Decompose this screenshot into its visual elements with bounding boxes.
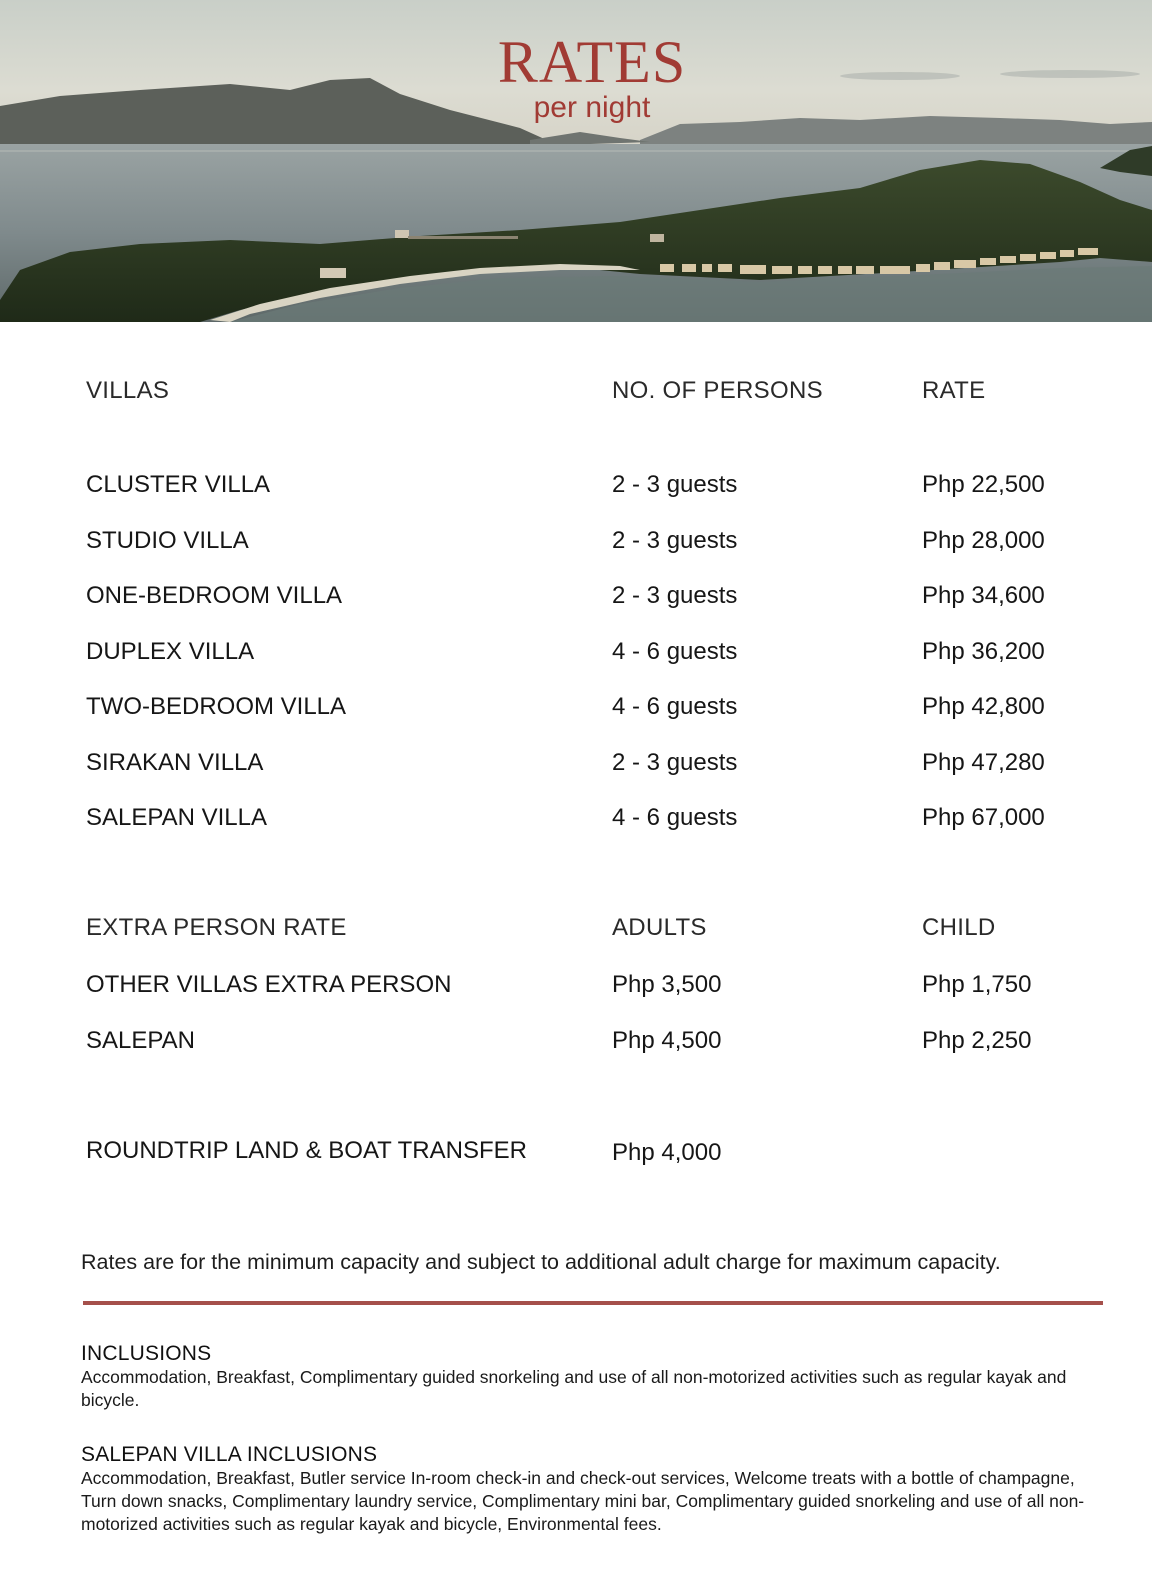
- inclusions-text: Accommodation, Breakfast, Complimentary guided snorkeling and use of all non-motorized activities such as regular kayak and bicycle.: [81, 1367, 1067, 1410]
- villa-rate: Php 36,200: [922, 638, 1045, 665]
- page-subtitle: per night: [533, 91, 651, 124]
- header-extra-person-rate: EXTRA PERSON RATE: [86, 914, 347, 941]
- villa-rate: Php 28,000: [922, 527, 1045, 554]
- salepan-inclusions-title: SALEPAN VILLA INCLUSIONS: [81, 1443, 378, 1466]
- extra-person-name: SALEPAN: [86, 1027, 195, 1054]
- villa-rate: Php 67,000: [922, 804, 1045, 831]
- villa-rate: Php 34,600: [922, 582, 1045, 609]
- villa-persons: 4 - 6 guests: [612, 693, 738, 720]
- header-no-of-persons: NO. OF PERSONS: [612, 377, 823, 404]
- villa-persons: 2 - 3 guests: [612, 471, 738, 498]
- villa-rate: Php 22,500: [922, 471, 1045, 498]
- transfer-label: ROUNDTRIP LAND & BOAT TRANSFER: [86, 1137, 527, 1164]
- villa-name: DUPLEX VILLA: [86, 638, 255, 665]
- villa-name: TWO-BEDROOM VILLA: [86, 693, 347, 720]
- salepan-inclusions-text: Accommodation, Breakfast, Butler service In-room check-in and check-out services, Welcome treats with a bottle of champagne, Turn down snacks, Complimentary laundry service, Complimentary mini bar, Complimentary guided snorkeling and use of all non-motorized activities such as regular kayak and bicycle, Environmental fees.: [81, 1468, 1085, 1534]
- villa-rate: Php 47,280: [922, 749, 1045, 776]
- villa-rate: Php 42,800: [922, 693, 1045, 720]
- villa-name: CLUSTER VILLA: [86, 471, 271, 498]
- extra-person-adults: Php 3,500: [612, 971, 722, 998]
- villa-persons: 2 - 3 guests: [612, 527, 738, 554]
- transfer-rate-value: Php 4,000: [612, 1139, 722, 1166]
- extra-person-child: Php 1,750: [922, 971, 1032, 998]
- villa-persons: 4 - 6 guests: [612, 638, 738, 665]
- inclusions-title: INCLUSIONS: [81, 1342, 212, 1365]
- extra-person-child: Php 2,250: [922, 1027, 1032, 1054]
- section-divider: [83, 1301, 1103, 1305]
- extra-person-name: OTHER VILLAS EXTRA PERSON: [86, 971, 452, 998]
- villa-persons: 4 - 6 guests: [612, 804, 738, 831]
- header-adults: ADULTS: [612, 914, 707, 941]
- extra-person-adults: Php 4,500: [612, 1027, 722, 1054]
- header-rate: RATE: [922, 377, 986, 404]
- hero-landscape-image: [0, 0, 1152, 322]
- header-villas: VILLAS: [86, 377, 170, 404]
- villa-persons: 2 - 3 guests: [612, 749, 738, 776]
- page-title: RATES: [497, 29, 687, 95]
- header-child: CHILD: [922, 914, 996, 941]
- villa-name: ONE-BEDROOM VILLA: [86, 582, 343, 609]
- villa-name: SALEPAN VILLA: [86, 804, 267, 831]
- villa-name: STUDIO VILLA: [86, 527, 249, 554]
- rates-note: Rates are for the minimum capacity and subject to additional adult charge for maximum capacity.: [81, 1250, 1001, 1274]
- villa-persons: 2 - 3 guests: [612, 582, 738, 609]
- villa-name: SIRAKAN VILLA: [86, 749, 264, 776]
